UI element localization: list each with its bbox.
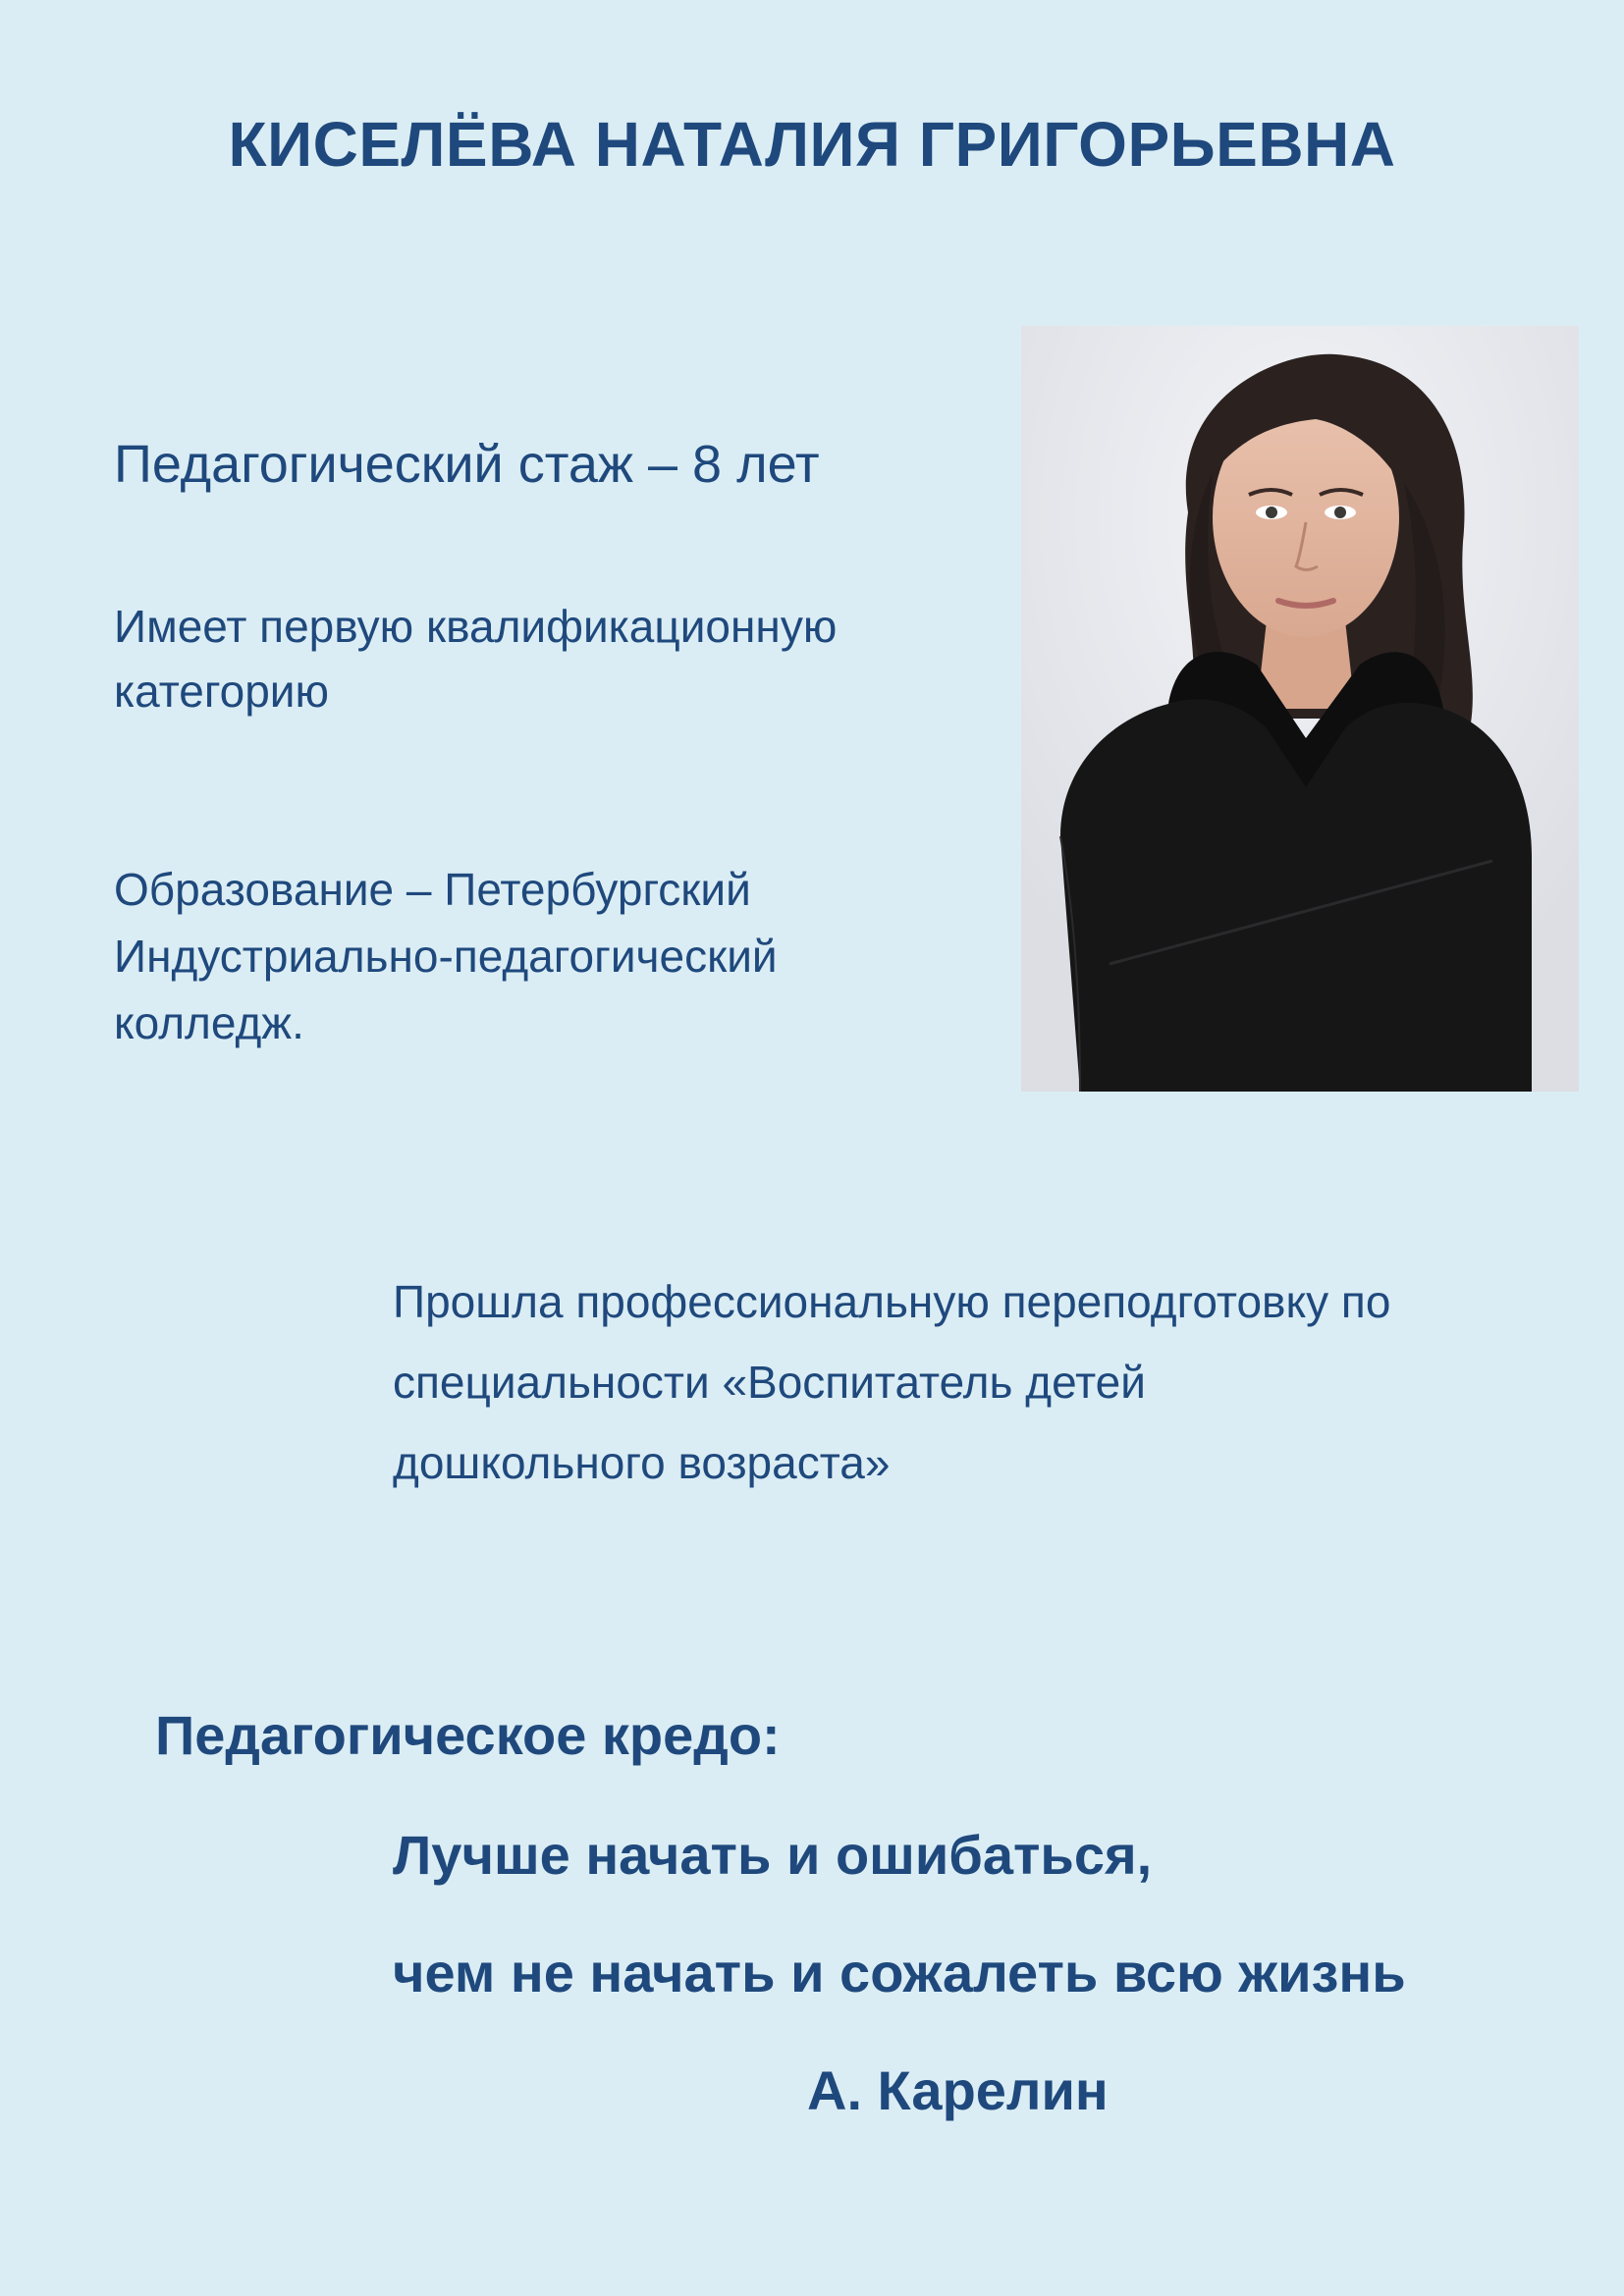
teacher-portrait-photo <box>1021 326 1579 1092</box>
retraining-line: Прошла профессиональную переподготовку по <box>393 1276 1391 1327</box>
credo-quote-line: Лучше начать и ошибаться, <box>393 1824 1153 1886</box>
teaching-experience: Педагогический стаж – 8 лет <box>114 435 820 494</box>
education-info <box>114 856 958 1056</box>
quote-author: А. Карелин <box>807 2059 1109 2121</box>
teacher-name-title: КИСЕЛЁВА НАТАЛИЯ ГРИГОРЬЕВНА <box>228 109 1396 180</box>
credo-heading: Педагогическое кредо: <box>155 1704 781 1766</box>
qualification-category: Имеет первую квалификационную категорию <box>114 601 838 717</box>
professional-retraining <box>393 1261 1551 1503</box>
retraining-line: дошкольного возраста» <box>393 1437 891 1488</box>
education-line: колледж. <box>114 997 304 1048</box>
credo-quote-line: чем не начать и сожалеть всю жизнь <box>393 1942 1406 2003</box>
retraining-line: специальности «Воспитатель детей <box>393 1357 1146 1408</box>
education-line: Образование – Петербургский <box>114 864 751 915</box>
education-line: Индустриально-педагогический <box>114 931 778 982</box>
